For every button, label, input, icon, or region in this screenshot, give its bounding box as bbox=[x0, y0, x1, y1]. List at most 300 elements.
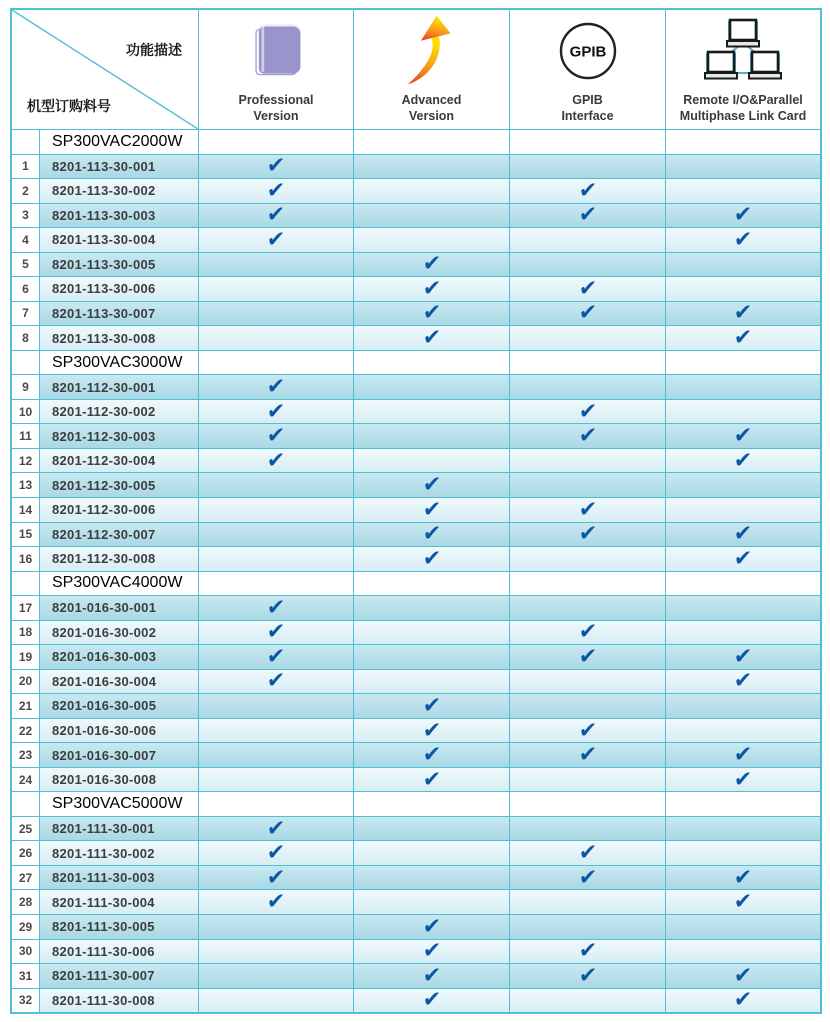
check-icon: ✔ bbox=[421, 546, 442, 571]
feature-cell-gpib bbox=[510, 792, 666, 816]
table-row bbox=[12, 644, 820, 669]
check-icon: ✔ bbox=[421, 497, 442, 522]
table-row bbox=[12, 154, 820, 179]
check-icon: ✔ bbox=[577, 840, 598, 865]
feature-cell-advanced bbox=[354, 621, 510, 645]
part-number-cell: 8201-016-30-003 bbox=[40, 645, 199, 669]
row-number-cell: 5 bbox=[12, 253, 40, 277]
feature-cell-remote bbox=[666, 743, 820, 767]
part-number-cell: 8201-113-30-001 bbox=[40, 155, 199, 179]
check-icon: ✔ bbox=[421, 767, 442, 792]
table-section-row bbox=[12, 350, 820, 375]
check-icon: ✔ bbox=[733, 987, 753, 1012]
feature-cell-advanced bbox=[354, 498, 510, 522]
table-row bbox=[12, 939, 820, 964]
check-icon: ✔ bbox=[266, 374, 286, 399]
gpib-circle-icon bbox=[510, 10, 665, 92]
row-number-cell: 19 bbox=[12, 645, 40, 669]
check-icon: ✔ bbox=[577, 718, 598, 742]
feature-cell-advanced bbox=[354, 204, 510, 228]
feature-cell-advanced bbox=[354, 940, 510, 964]
feature-cell-gpib bbox=[510, 351, 666, 375]
table-row bbox=[12, 889, 820, 914]
feature-cell-professional bbox=[199, 596, 354, 620]
corner-label-feature: 功能描述 bbox=[126, 42, 182, 58]
feature-cell-advanced bbox=[354, 989, 510, 1013]
feature-cell-gpib bbox=[510, 768, 666, 792]
feature-cell-remote bbox=[666, 572, 820, 596]
row-number-cell: 30 bbox=[12, 940, 40, 964]
check-icon: ✔ bbox=[577, 963, 598, 988]
column-label-line2: Interface bbox=[561, 108, 614, 123]
feature-cell-remote bbox=[666, 694, 820, 718]
part-number-cell: 8201-016-30-006 bbox=[40, 719, 199, 743]
check-icon: ✔ bbox=[266, 202, 286, 227]
row-number-cell: 7 bbox=[12, 302, 40, 326]
check-icon: ✔ bbox=[577, 202, 598, 227]
feature-cell-advanced bbox=[354, 375, 510, 399]
part-number-cell: 8201-113-30-004 bbox=[40, 228, 199, 252]
feature-cell-advanced bbox=[354, 228, 510, 252]
feature-cell-advanced bbox=[354, 473, 510, 497]
part-number-cell: 8201-113-30-002 bbox=[40, 179, 199, 203]
check-icon: ✔ bbox=[733, 644, 753, 669]
feature-cell-professional bbox=[199, 326, 354, 350]
feature-cell-professional bbox=[199, 473, 354, 497]
feature-cell-gpib bbox=[510, 400, 666, 424]
table-row bbox=[12, 301, 820, 326]
feature-cell-remote bbox=[666, 277, 820, 301]
table-row bbox=[12, 522, 820, 547]
corner-header-cell bbox=[12, 10, 199, 129]
model-name: SP300VAC4000W bbox=[52, 574, 183, 592]
table-row bbox=[12, 988, 820, 1013]
table-row bbox=[12, 693, 820, 718]
row-number-cell: 14 bbox=[12, 498, 40, 522]
column-header-advanced bbox=[354, 10, 510, 129]
feature-cell-remote bbox=[666, 326, 820, 350]
row-number-cell: 11 bbox=[12, 424, 40, 448]
feature-cell-remote bbox=[666, 155, 820, 179]
table-row bbox=[12, 325, 820, 350]
row-number-cell: 1 bbox=[12, 155, 40, 179]
feature-cell-professional bbox=[199, 351, 354, 375]
feature-cell-advanced bbox=[354, 547, 510, 571]
book-icon bbox=[199, 10, 353, 92]
table-row bbox=[12, 718, 820, 743]
part-number-cell: 8201-016-30-004 bbox=[40, 670, 199, 694]
feature-cell-professional bbox=[199, 964, 354, 988]
check-icon: ✔ bbox=[577, 619, 598, 644]
table-row bbox=[12, 914, 820, 939]
feature-cell-remote bbox=[666, 351, 820, 375]
check-icon: ✔ bbox=[421, 914, 442, 939]
feature-cell-advanced bbox=[354, 523, 510, 547]
feature-cell-professional bbox=[199, 670, 354, 694]
table-section-row bbox=[12, 129, 820, 154]
feature-cell-advanced bbox=[354, 253, 510, 277]
column-label-line1: GPIB bbox=[572, 92, 603, 107]
feature-cell-gpib bbox=[510, 179, 666, 203]
feature-cell-professional bbox=[199, 989, 354, 1013]
feature-cell-gpib bbox=[510, 964, 666, 988]
feature-cell-remote bbox=[666, 890, 820, 914]
column-label-line2: Version bbox=[253, 108, 299, 123]
feature-cell-gpib bbox=[510, 989, 666, 1013]
feature-cell-remote bbox=[666, 841, 820, 865]
feature-cell-gpib bbox=[510, 670, 666, 694]
feature-cell-remote bbox=[666, 792, 820, 816]
table-row bbox=[12, 472, 820, 497]
check-icon: ✔ bbox=[266, 644, 286, 669]
part-number-cell: 8201-111-30-008 bbox=[40, 989, 199, 1013]
table-row bbox=[12, 423, 820, 448]
feature-cell-professional bbox=[199, 547, 354, 571]
table-header bbox=[12, 10, 820, 129]
feature-cell-professional bbox=[199, 498, 354, 522]
row-number-cell: 26 bbox=[12, 841, 40, 865]
feature-cell-remote bbox=[666, 940, 820, 964]
check-icon: ✔ bbox=[266, 227, 286, 252]
feature-cell-remote bbox=[666, 670, 820, 694]
part-number-cell: 8201-112-30-007 bbox=[40, 523, 199, 547]
part-number-cell: 8201-016-30-008 bbox=[40, 768, 199, 792]
corner-label-model: 机型订购料号 bbox=[27, 98, 111, 114]
row-number-cell: 25 bbox=[12, 817, 40, 841]
model-header-cell bbox=[40, 792, 199, 816]
check-icon: ✔ bbox=[421, 987, 442, 1012]
feature-cell-remote bbox=[666, 498, 820, 522]
check-icon: ✔ bbox=[266, 889, 286, 914]
feature-cell-remote bbox=[666, 179, 820, 203]
table-section-row bbox=[12, 571, 820, 596]
part-number-cell: 8201-112-30-002 bbox=[40, 400, 199, 424]
check-icon: ✔ bbox=[577, 742, 598, 767]
feature-cell-professional bbox=[199, 768, 354, 792]
model-name: SP300VAC5000W bbox=[52, 795, 183, 813]
check-icon: ✔ bbox=[266, 595, 286, 620]
column-label-line1: Advanced bbox=[401, 92, 462, 107]
part-number-cell: 8201-113-30-005 bbox=[40, 253, 199, 277]
feature-cell-gpib bbox=[510, 940, 666, 964]
table-row bbox=[12, 840, 820, 865]
feature-cell-remote bbox=[666, 964, 820, 988]
feature-matrix-table bbox=[10, 8, 822, 1014]
part-number-cell: 8201-111-30-006 bbox=[40, 940, 199, 964]
feature-cell-advanced bbox=[354, 915, 510, 939]
column-label-line2: Multiphase Link Card bbox=[679, 108, 807, 123]
check-icon: ✔ bbox=[421, 276, 442, 301]
part-number-cell: 8201-111-30-003 bbox=[40, 866, 199, 890]
row-number-cell: 8 bbox=[12, 326, 40, 350]
feature-cell-professional bbox=[199, 424, 354, 448]
check-icon: ✔ bbox=[577, 644, 598, 669]
check-icon: ✔ bbox=[266, 178, 286, 203]
feature-cell-gpib bbox=[510, 204, 666, 228]
part-number-cell: 8201-113-30-008 bbox=[40, 326, 199, 350]
check-icon: ✔ bbox=[733, 325, 753, 350]
feature-cell-professional bbox=[199, 204, 354, 228]
feature-cell-remote bbox=[666, 204, 820, 228]
model-header-cell bbox=[40, 130, 199, 154]
feature-cell-professional bbox=[199, 817, 354, 841]
feature-cell-gpib bbox=[510, 547, 666, 571]
check-icon: ✔ bbox=[421, 693, 442, 718]
feature-cell-remote bbox=[666, 547, 820, 571]
check-icon: ✔ bbox=[421, 472, 442, 497]
row-number-cell: 23 bbox=[12, 743, 40, 767]
feature-cell-professional bbox=[199, 890, 354, 914]
feature-cell-remote bbox=[666, 228, 820, 252]
feature-cell-professional bbox=[199, 375, 354, 399]
part-number-cell: 8201-111-30-004 bbox=[40, 890, 199, 914]
check-icon: ✔ bbox=[733, 546, 753, 571]
row-number-cell: 24 bbox=[12, 768, 40, 792]
feature-cell-professional bbox=[199, 866, 354, 890]
feature-cell-advanced bbox=[354, 596, 510, 620]
feature-cell-advanced bbox=[354, 400, 510, 424]
part-number-cell: 8201-112-30-001 bbox=[40, 375, 199, 399]
check-icon: ✔ bbox=[421, 301, 442, 325]
check-icon: ✔ bbox=[266, 423, 286, 448]
part-number-cell: 8201-113-30-007 bbox=[40, 302, 199, 326]
feature-cell-professional bbox=[199, 130, 354, 154]
row-number-cell: 17 bbox=[12, 596, 40, 620]
feature-cell-professional bbox=[199, 719, 354, 743]
feature-cell-gpib bbox=[510, 523, 666, 547]
feature-cell-professional bbox=[199, 277, 354, 301]
table-row bbox=[12, 595, 820, 620]
table-row bbox=[12, 374, 820, 399]
row-number-cell: 31 bbox=[12, 964, 40, 988]
feature-cell-gpib bbox=[510, 572, 666, 596]
feature-cell-gpib bbox=[510, 817, 666, 841]
check-icon: ✔ bbox=[266, 619, 286, 644]
row-number-cell: 2 bbox=[12, 179, 40, 203]
check-icon: ✔ bbox=[421, 718, 442, 742]
feature-cell-professional bbox=[199, 621, 354, 645]
part-number-cell: 8201-016-30-007 bbox=[40, 743, 199, 767]
arrow-swoosh-icon bbox=[354, 10, 509, 92]
row-number-cell: 13 bbox=[12, 473, 40, 497]
table-body bbox=[12, 129, 820, 1012]
check-icon: ✔ bbox=[266, 153, 286, 178]
feature-cell-remote bbox=[666, 130, 820, 154]
feature-cell-advanced bbox=[354, 817, 510, 841]
part-number-cell: 8201-112-30-008 bbox=[40, 547, 199, 571]
feature-cell-remote bbox=[666, 473, 820, 497]
part-number-cell: 8201-113-30-006 bbox=[40, 277, 199, 301]
feature-cell-gpib bbox=[510, 498, 666, 522]
table-row bbox=[12, 816, 820, 841]
feature-cell-professional bbox=[199, 449, 354, 473]
check-icon: ✔ bbox=[577, 865, 598, 890]
feature-cell-professional bbox=[199, 915, 354, 939]
row-number-cell: 4 bbox=[12, 228, 40, 252]
check-icon: ✔ bbox=[577, 521, 598, 546]
feature-cell-gpib bbox=[510, 277, 666, 301]
table-row bbox=[12, 865, 820, 890]
feature-cell-remote bbox=[666, 302, 820, 326]
feature-cell-gpib bbox=[510, 890, 666, 914]
feature-cell-advanced bbox=[354, 768, 510, 792]
check-icon: ✔ bbox=[733, 301, 753, 325]
table-section-row bbox=[12, 791, 820, 816]
model-name: SP300VAC3000W bbox=[52, 353, 183, 371]
check-icon: ✔ bbox=[733, 448, 753, 473]
check-icon: ✔ bbox=[266, 399, 286, 424]
check-icon: ✔ bbox=[266, 448, 286, 473]
row-number-cell: 16 bbox=[12, 547, 40, 571]
feature-cell-remote bbox=[666, 424, 820, 448]
column-label-line1: Remote I/O&Parallel bbox=[683, 92, 803, 107]
feature-cell-gpib bbox=[510, 694, 666, 718]
feature-cell-advanced bbox=[354, 326, 510, 350]
feature-cell-gpib bbox=[510, 375, 666, 399]
part-number-cell: 8201-111-30-007 bbox=[40, 964, 199, 988]
check-icon: ✔ bbox=[421, 938, 442, 963]
check-icon: ✔ bbox=[733, 521, 753, 546]
check-icon: ✔ bbox=[421, 521, 442, 546]
feature-cell-advanced bbox=[354, 645, 510, 669]
table-row bbox=[12, 546, 820, 571]
gpib-icon-text: GPIB bbox=[569, 43, 606, 61]
check-icon: ✔ bbox=[733, 202, 753, 227]
feature-cell-advanced bbox=[354, 670, 510, 694]
model-header-cell bbox=[40, 351, 199, 375]
feature-cell-remote bbox=[666, 915, 820, 939]
check-icon: ✔ bbox=[266, 865, 286, 890]
check-icon: ✔ bbox=[733, 865, 753, 890]
table-row bbox=[12, 742, 820, 767]
feature-cell-remote bbox=[666, 596, 820, 620]
part-number-cell: 8201-112-30-005 bbox=[40, 473, 199, 497]
table-row bbox=[12, 178, 820, 203]
feature-cell-professional bbox=[199, 523, 354, 547]
check-icon: ✔ bbox=[266, 840, 286, 865]
table-row bbox=[12, 399, 820, 424]
part-number-cell: 8201-111-30-005 bbox=[40, 915, 199, 939]
feature-cell-professional bbox=[199, 940, 354, 964]
row-number-cell: 6 bbox=[12, 277, 40, 301]
table-row bbox=[12, 963, 820, 988]
check-icon: ✔ bbox=[733, 767, 753, 792]
feature-cell-advanced bbox=[354, 964, 510, 988]
row-number-cell: 32 bbox=[12, 989, 40, 1013]
feature-cell-remote bbox=[666, 253, 820, 277]
check-icon: ✔ bbox=[733, 669, 753, 693]
feature-cell-remote bbox=[666, 375, 820, 399]
feature-cell-advanced bbox=[354, 890, 510, 914]
feature-cell-gpib bbox=[510, 253, 666, 277]
row-number-cell bbox=[12, 351, 40, 375]
feature-cell-remote bbox=[666, 400, 820, 424]
model-name: SP300VAC2000W bbox=[52, 132, 183, 150]
row-number-cell: 18 bbox=[12, 621, 40, 645]
part-number-cell: 8201-112-30-004 bbox=[40, 449, 199, 473]
row-number-cell: 15 bbox=[12, 523, 40, 547]
feature-cell-professional bbox=[199, 792, 354, 816]
part-number-cell: 8201-112-30-003 bbox=[40, 424, 199, 448]
feature-cell-advanced bbox=[354, 277, 510, 301]
table-row bbox=[12, 669, 820, 694]
feature-cell-advanced bbox=[354, 719, 510, 743]
part-number-cell: 8201-113-30-003 bbox=[40, 204, 199, 228]
feature-cell-advanced bbox=[354, 424, 510, 448]
check-icon: ✔ bbox=[733, 742, 753, 767]
check-icon: ✔ bbox=[733, 423, 753, 448]
feature-cell-professional bbox=[199, 179, 354, 203]
feature-cell-advanced bbox=[354, 351, 510, 375]
feature-cell-advanced bbox=[354, 449, 510, 473]
part-number-cell: 8201-112-30-006 bbox=[40, 498, 199, 522]
feature-cell-advanced bbox=[354, 792, 510, 816]
check-icon: ✔ bbox=[421, 325, 442, 350]
feature-cell-advanced bbox=[354, 866, 510, 890]
feature-cell-advanced bbox=[354, 302, 510, 326]
feature-cell-professional bbox=[199, 302, 354, 326]
check-icon: ✔ bbox=[266, 816, 286, 841]
check-icon: ✔ bbox=[577, 399, 598, 424]
table-row bbox=[12, 767, 820, 792]
check-icon: ✔ bbox=[577, 178, 598, 203]
check-icon: ✔ bbox=[266, 669, 286, 693]
feature-cell-remote bbox=[666, 866, 820, 890]
check-icon: ✔ bbox=[733, 227, 753, 252]
feature-cell-remote bbox=[666, 768, 820, 792]
feature-cell-remote bbox=[666, 645, 820, 669]
feature-cell-gpib bbox=[510, 473, 666, 497]
check-icon: ✔ bbox=[577, 276, 598, 301]
feature-cell-gpib bbox=[510, 841, 666, 865]
feature-cell-professional bbox=[199, 645, 354, 669]
table-row bbox=[12, 448, 820, 473]
check-icon: ✔ bbox=[577, 301, 598, 325]
row-number-cell bbox=[12, 572, 40, 596]
column-header-professional bbox=[199, 10, 354, 129]
feature-cell-professional bbox=[199, 155, 354, 179]
feature-cell-professional bbox=[199, 228, 354, 252]
check-icon: ✔ bbox=[421, 742, 442, 767]
feature-cell-advanced bbox=[354, 841, 510, 865]
feature-cell-gpib bbox=[510, 130, 666, 154]
feature-cell-advanced bbox=[354, 743, 510, 767]
feature-cell-advanced bbox=[354, 179, 510, 203]
table-row bbox=[12, 227, 820, 252]
check-icon: ✔ bbox=[577, 938, 598, 963]
feature-cell-gpib bbox=[510, 449, 666, 473]
check-icon: ✔ bbox=[421, 963, 442, 988]
feature-cell-advanced bbox=[354, 694, 510, 718]
feature-cell-gpib bbox=[510, 866, 666, 890]
feature-cell-advanced bbox=[354, 130, 510, 154]
feature-cell-gpib bbox=[510, 743, 666, 767]
feature-cell-gpib bbox=[510, 645, 666, 669]
network-icon bbox=[666, 10, 820, 92]
table-row bbox=[12, 620, 820, 645]
table-row bbox=[12, 203, 820, 228]
row-number-cell: 3 bbox=[12, 204, 40, 228]
check-icon: ✔ bbox=[421, 251, 442, 276]
feature-cell-gpib bbox=[510, 596, 666, 620]
row-number-cell: 21 bbox=[12, 694, 40, 718]
feature-cell-remote bbox=[666, 449, 820, 473]
feature-cell-gpib bbox=[510, 228, 666, 252]
row-number-cell: 22 bbox=[12, 719, 40, 743]
feature-cell-professional bbox=[199, 253, 354, 277]
table-row bbox=[12, 276, 820, 301]
column-label-line1: Professional bbox=[238, 92, 314, 107]
